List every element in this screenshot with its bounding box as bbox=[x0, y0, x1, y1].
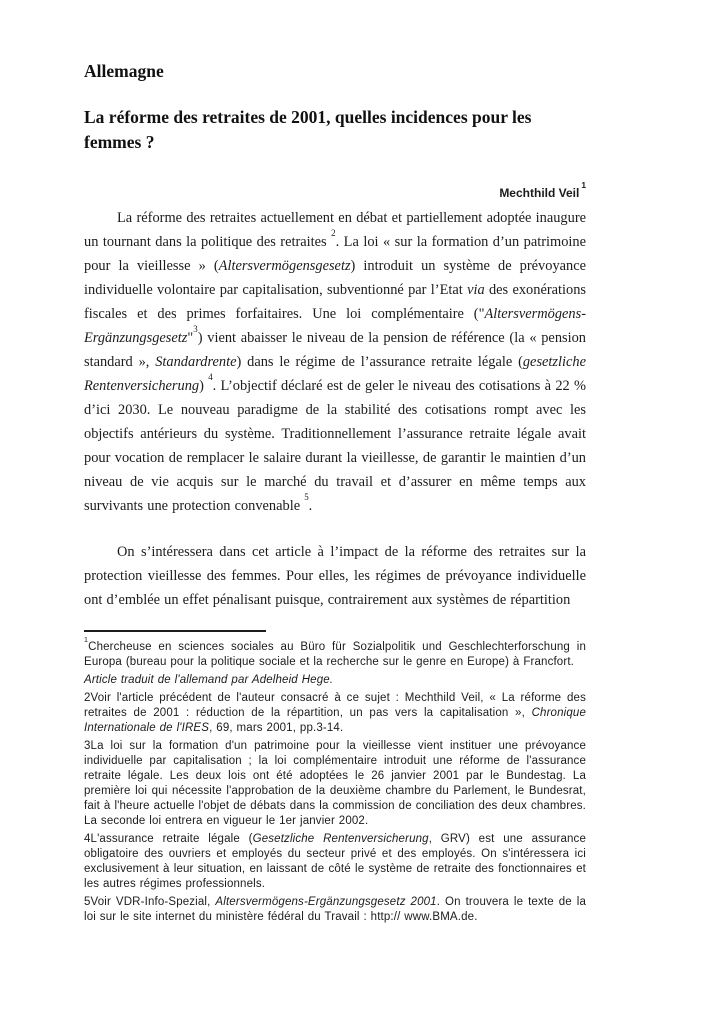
italic-text-segment: gesetzliche Rentenversicherung bbox=[84, 354, 586, 394]
footnote-ref: 5 bbox=[304, 491, 309, 502]
translator-note bbox=[84, 673, 586, 688]
text-segment: 4L'assurance retraite légale ( bbox=[84, 833, 253, 845]
text-segment: " bbox=[187, 330, 194, 346]
italic-text-segment: Standardrente bbox=[155, 354, 237, 370]
author-byline bbox=[84, 180, 586, 201]
body-paragraph-2 bbox=[84, 540, 586, 612]
italic-text-segment: Altersvermögens-Ergänzungsgesetz bbox=[84, 306, 586, 346]
text-segment: La réforme des retraites actuellement en débat et partiellement adoptée inaugure un tournant dans la politique des retraites bbox=[84, 210, 586, 250]
footnote-2 bbox=[84, 691, 586, 736]
text-segment: 2Voir l'article précédent de l'auteur consacré à ce sujet : Mechthild Veil, « La réforme des retraites de 2001 : réduction de la répartition, un pas vers la capitalisation », bbox=[84, 692, 586, 719]
italic-text-segment: via bbox=[467, 282, 485, 298]
footnote-5 bbox=[84, 895, 586, 925]
text-segment: ) introduit un système de prévoyance individuelle volontaire par capitalisation, subventionné par l’Etat bbox=[84, 258, 586, 298]
text-segment: ) vient abaisser le niveau de la pension de référence (la « pension standard », bbox=[84, 330, 586, 370]
country-heading: Allemagne bbox=[84, 61, 164, 81]
article-title-line-2: femmes ? bbox=[84, 132, 155, 152]
text-segment: . bbox=[308, 498, 313, 514]
italic-text-segment: Article traduit de l'allemand par Adelheid Hege. bbox=[84, 674, 334, 686]
text-segment: . L’objectif déclaré est de geler le niveau des cotisations à 22 % d’ici 2030. Le nouveau paradigme de la stabilité des cotisations rompt avec les objectifs antérieurs du système. Traditionnellement l’assurance retraite légale avait pour vocation de remplacer le salaire durant la vieillesse, de garantir le maintien d’un niveau de vie acquis sur le marché du travail et d’assurer en même temps aux survivants une protection convenable bbox=[84, 378, 587, 514]
article-title-line-1: La réforme des retraites de 2001, quelles incidences pour les bbox=[84, 107, 532, 127]
footnote-3 bbox=[84, 739, 586, 829]
text-segment: des exonérations fiscales et des primes forfaitaires. Une loi complémentaire (" bbox=[84, 282, 586, 322]
footnote-ref: 3 bbox=[193, 323, 198, 334]
body-paragraph-1 bbox=[84, 206, 586, 518]
text-segment: On s’intéressera dans cet article à l’impact de la réforme des retraites sur la protection vieillesse des femmes. Pour elles, les régimes de prévoyance individuelle ont d’emblée un effet pénalisant puisque, contrairement aux systèmes de répartition bbox=[84, 544, 586, 608]
text-segment: Chercheuse en sciences sociales au Büro für Sozialpolitik und Geschlechterforschung in Europa (bureau pour la politique sociale et la recherche sur le genre en Europe) à Francfort. bbox=[84, 641, 586, 668]
footnote-ref: 4 bbox=[208, 371, 213, 382]
footnote-1 bbox=[84, 635, 586, 670]
italic-text-segment: Chronique Internationale de l'IRES bbox=[84, 707, 586, 734]
footnotes-section bbox=[84, 635, 586, 925]
italic-text-segment: Altersvermögens-Ergänzungsgesetz 2001 bbox=[215, 896, 437, 908]
text-segment: 5Voir VDR-Info-Spezial, bbox=[84, 896, 216, 908]
footnote-4 bbox=[84, 832, 586, 892]
text-segment: ) bbox=[199, 378, 209, 394]
text-segment: 3La loi sur la formation d'un patrimoine pour la vieillesse vient instituer une prévoyance individuelle par capitalisation ; la loi complémentaire introduit une réforme de l'assurance retraite légale. Les deux lois ont été adoptées le 26 janvier 2001 par le Bundestag. La première loi qui nécessite l'approbation de la deuxième chambre du Parlement, le Bundesrat, fait à l'heure actuelle l'objet de débats dans la commission de conciliation des deux chambres. La seconde loi entrera en vigueur le 1er janvier 2002. bbox=[84, 740, 586, 827]
text-segment: . La loi « sur la formation d’un patrimoine pour la vieillesse » ( bbox=[84, 234, 587, 274]
italic-text-segment: Altersvermögensgesetz bbox=[218, 258, 351, 274]
footnote-ref: 1 bbox=[84, 635, 89, 644]
text-segment: . On trouvera le texte de la loi sur le site internet du ministère fédéral du Travail : http:// www.BMA.de. bbox=[84, 896, 586, 923]
italic-text-segment: Gesetzliche Rentenversicherung bbox=[252, 833, 429, 845]
text-segment: , 69, mars 2001, pp.3-14. bbox=[209, 722, 344, 734]
author-footnote-ref: 1 bbox=[581, 180, 586, 191]
text-segment: ) dans le régime de l’assurance retraite légale ( bbox=[236, 354, 523, 370]
text-segment: , GRV) est une assurance obligatoire des ouvriers et employés du secteur privé et des employés. On s'intéressera ici exclusivement à leur situation, en laissant de côté le système de retraite des fonctionnaires et les autres régimes professionnels. bbox=[84, 833, 586, 890]
footnote-ref: 2 bbox=[331, 227, 336, 238]
article-title bbox=[84, 105, 586, 155]
footnote-separator bbox=[84, 630, 266, 632]
author-name: Mechthild Veil bbox=[499, 186, 580, 200]
